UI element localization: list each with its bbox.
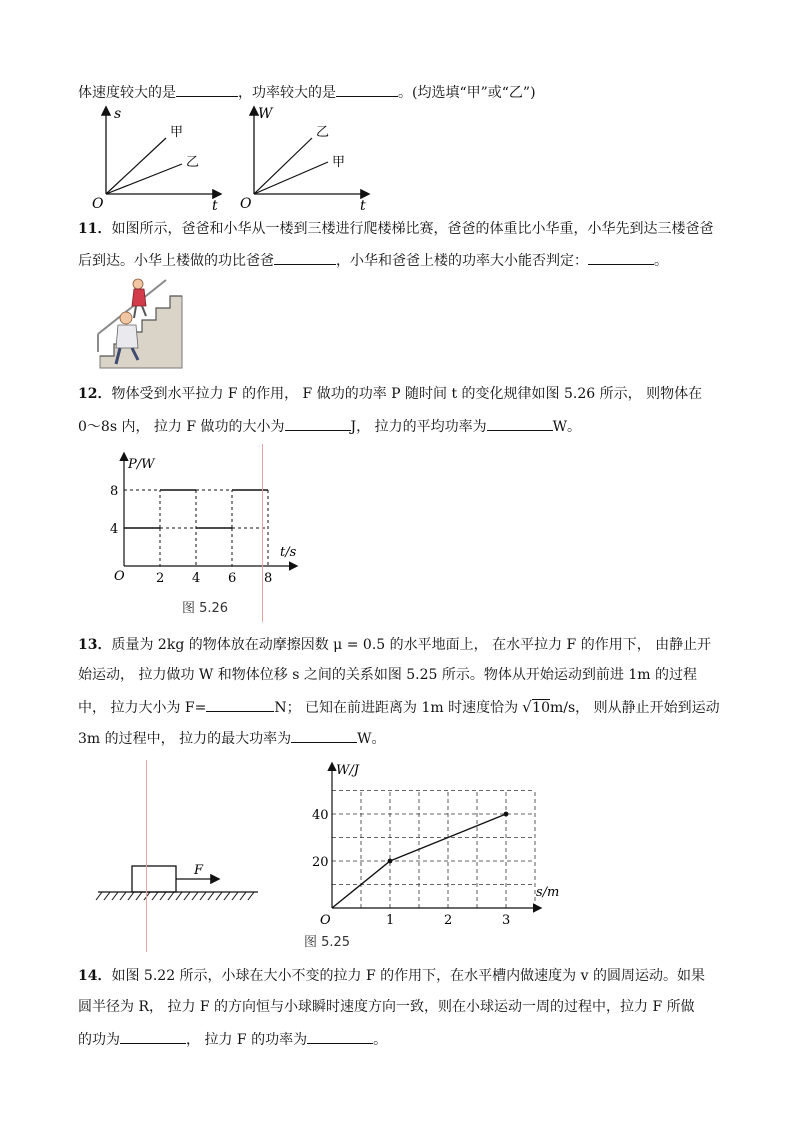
q11-number: 11． — [78, 221, 112, 237]
q13-number: 13． — [78, 637, 112, 653]
hatch-mark — [216, 892, 222, 900]
q12-text2a: 0～8s 内， 拉力 F 做功的大小为 — [78, 419, 285, 435]
hatch-mark — [120, 892, 126, 900]
hatch-mark — [248, 892, 254, 900]
q14-blank-work[interactable] — [120, 1029, 186, 1044]
q10-text-part1: 体速度较大的是 — [78, 85, 176, 101]
hatch-mark — [168, 892, 174, 900]
q10-left-graph — [88, 104, 228, 214]
hatch-mark — [240, 892, 246, 900]
y-tick-label: 8 — [110, 484, 119, 499]
data-point — [504, 812, 509, 817]
q12-number: 12． — [78, 386, 112, 402]
hatch-mark — [104, 892, 110, 900]
hatch-mark — [232, 892, 238, 900]
hatch-mark — [152, 892, 158, 900]
hatch-mark — [96, 892, 102, 900]
q11-text2b: ，小华和爸爸上楼的功率大小能否判定： — [336, 253, 588, 269]
scan-line-2 — [146, 760, 147, 952]
q13-text4a: 3m 的过程中， 拉力的最大功率为 — [78, 731, 292, 747]
upper-line-label: 乙 — [316, 125, 330, 140]
scan-line-1 — [262, 444, 263, 622]
x-tick-label: 6 — [228, 571, 237, 586]
hatch-mark — [184, 892, 190, 900]
q14-text1: 如图 5.22 所示，小球在大小不变的拉力 F 的作用下，在水平槽内做速度为 v 的圆周运动。如果 — [111, 968, 705, 984]
y-axis-label: s — [114, 106, 122, 122]
x-tick-label: 2 — [444, 913, 453, 928]
q12-blank-power[interactable] — [487, 416, 553, 431]
q10-blank-speed[interactable] — [176, 82, 238, 97]
q13-text4b: W。 — [357, 731, 386, 747]
q13-line3 — [78, 697, 720, 717]
data-series — [124, 490, 268, 528]
hatch-mark — [224, 892, 230, 900]
force-label: F — [194, 863, 204, 878]
x-tick-label: 3 — [502, 913, 511, 928]
q14-line3 — [78, 1029, 387, 1049]
q11-line2 — [78, 250, 668, 270]
origin-label: O — [320, 913, 331, 928]
lower-line — [254, 162, 328, 194]
q11-blank-work[interactable] — [274, 250, 336, 265]
upper-line — [106, 138, 166, 194]
tick-labels — [312, 808, 510, 928]
y-tick-label: 4 — [110, 522, 119, 537]
y-axis-label: W — [258, 106, 273, 122]
q11-text1: 如图所示，爸爸和小华从一楼到三楼进行爬楼梯比赛，爸爸的体重比小华重，小华先到达三楼爸爸 — [111, 221, 714, 237]
q14-text3b: ， 拉力 F 的功率为 — [186, 1032, 308, 1048]
q12-text2c: W。 — [552, 419, 581, 435]
x-tick-label: 2 — [156, 571, 165, 586]
x-axis-label: t/s — [280, 545, 297, 560]
q12-line2 — [78, 416, 581, 436]
hatch-mark — [160, 892, 166, 900]
block — [132, 866, 176, 892]
x-axis-label: t — [212, 198, 218, 214]
q13-blank-force[interactable] — [206, 697, 274, 712]
q13-line2 — [78, 666, 697, 684]
q13-text3a: 中， 拉力大小为 F= — [78, 700, 207, 716]
q14-text2: 圆半径为 R， 拉力 F 的方向恒与小球瞬时速度方向一致，则在小球运动一周的过程中，拉力 F 所做 — [78, 999, 695, 1015]
q13-line1 — [78, 636, 711, 654]
q13-text2: 始运动， 拉力做功 W 和物体位移 s 之间的关系如图 5.25 所示。物体从开始运动到前进 1m 的过程 — [78, 667, 697, 683]
y-axis-label: W/J — [336, 763, 359, 778]
q10-text-part2: ，功率较大的是 — [238, 85, 336, 101]
q14-text3a: 的功为 — [78, 1032, 120, 1048]
hatch-mark — [112, 892, 118, 900]
hatch-mark — [192, 892, 198, 900]
hatch-mark — [136, 892, 142, 900]
q13-text3b: N； 已知在前进距离为 1m 时速度恰为 — [274, 700, 519, 716]
q12-text2b: J， 拉力的平均功率为 — [350, 419, 487, 435]
hatch-mark — [200, 892, 206, 900]
upper-line — [254, 138, 312, 194]
hatch-mark — [208, 892, 214, 900]
q12-line1 — [78, 385, 702, 403]
q11-text2a: 后到达。小华上楼做的功比爸爸 — [78, 253, 274, 269]
grid-lines — [332, 791, 535, 909]
hatch-mark — [176, 892, 182, 900]
tick-labels — [110, 484, 272, 586]
q11-text2c: 。 — [654, 253, 668, 269]
x-tick-label: 1 — [386, 913, 395, 928]
q12-blank-work[interactable] — [285, 416, 351, 431]
q13-text3c: m/s， 则从静止开始到运动 — [549, 700, 720, 716]
y-tick-label: 40 — [312, 808, 329, 823]
lower-line-label: 乙 — [186, 155, 200, 170]
ground-hatching — [96, 892, 254, 900]
origin-label: O — [240, 196, 252, 212]
q13-text1: 质量为 2kg 的物体放在动摩擦因数 μ = 0.5 的水平地面上， 在水平拉力 F 的作用下， 由静止开 — [111, 637, 712, 653]
origin-label: O — [114, 569, 125, 584]
figure-caption: 图 5.25 — [304, 935, 351, 950]
origin-label: O — [92, 196, 104, 212]
x-axis-label: s/m — [536, 885, 560, 900]
x-tick-label: 4 — [192, 571, 201, 586]
hatch-mark — [144, 892, 150, 900]
q14-blank-power[interactable] — [307, 1029, 373, 1044]
q12-text1: 物体受到水平拉力 F 的作用， F 做功的功率 P 随时间 t 的变化规律如图 5.26 所示， 则物体在 — [111, 386, 703, 402]
y-tick-label: 20 — [312, 855, 329, 870]
data-point — [388, 859, 393, 864]
q10-text-part3: 。(均选填“甲”或“乙”) — [398, 85, 536, 101]
q14-number: 14． — [78, 968, 112, 984]
sqrt-expression: √ 10 — [522, 698, 550, 716]
q11-blank-power[interactable] — [588, 250, 654, 265]
q10-blank-power[interactable] — [336, 82, 398, 97]
lower-line-label: 甲 — [332, 155, 346, 170]
x-axis-label: t — [360, 198, 366, 214]
x-tick-label: 8 — [264, 571, 273, 586]
stairs-illustration — [96, 272, 186, 370]
hatch-mark — [128, 892, 134, 900]
q13-blank-power[interactable] — [291, 728, 357, 743]
upper-line-label: 甲 — [170, 125, 184, 140]
q11-line1 — [78, 220, 713, 238]
work-displacement-chart — [304, 758, 568, 954]
power-time-chart — [100, 448, 310, 623]
lower-line — [106, 164, 182, 194]
data-series — [332, 812, 508, 908]
q14-line2 — [78, 998, 695, 1016]
q14-line1 — [78, 967, 705, 985]
q13-line4 — [78, 728, 385, 748]
y-axis-label: P/W — [128, 457, 155, 472]
block-on-ground-illustration — [96, 858, 264, 908]
q10-text-line — [78, 82, 536, 102]
figure-caption: 图 5.26 — [182, 601, 229, 616]
q10-right-graph — [236, 104, 376, 214]
sqrt-radicand: 10 — [532, 700, 550, 716]
q14-text3c: 。 — [373, 1032, 388, 1048]
